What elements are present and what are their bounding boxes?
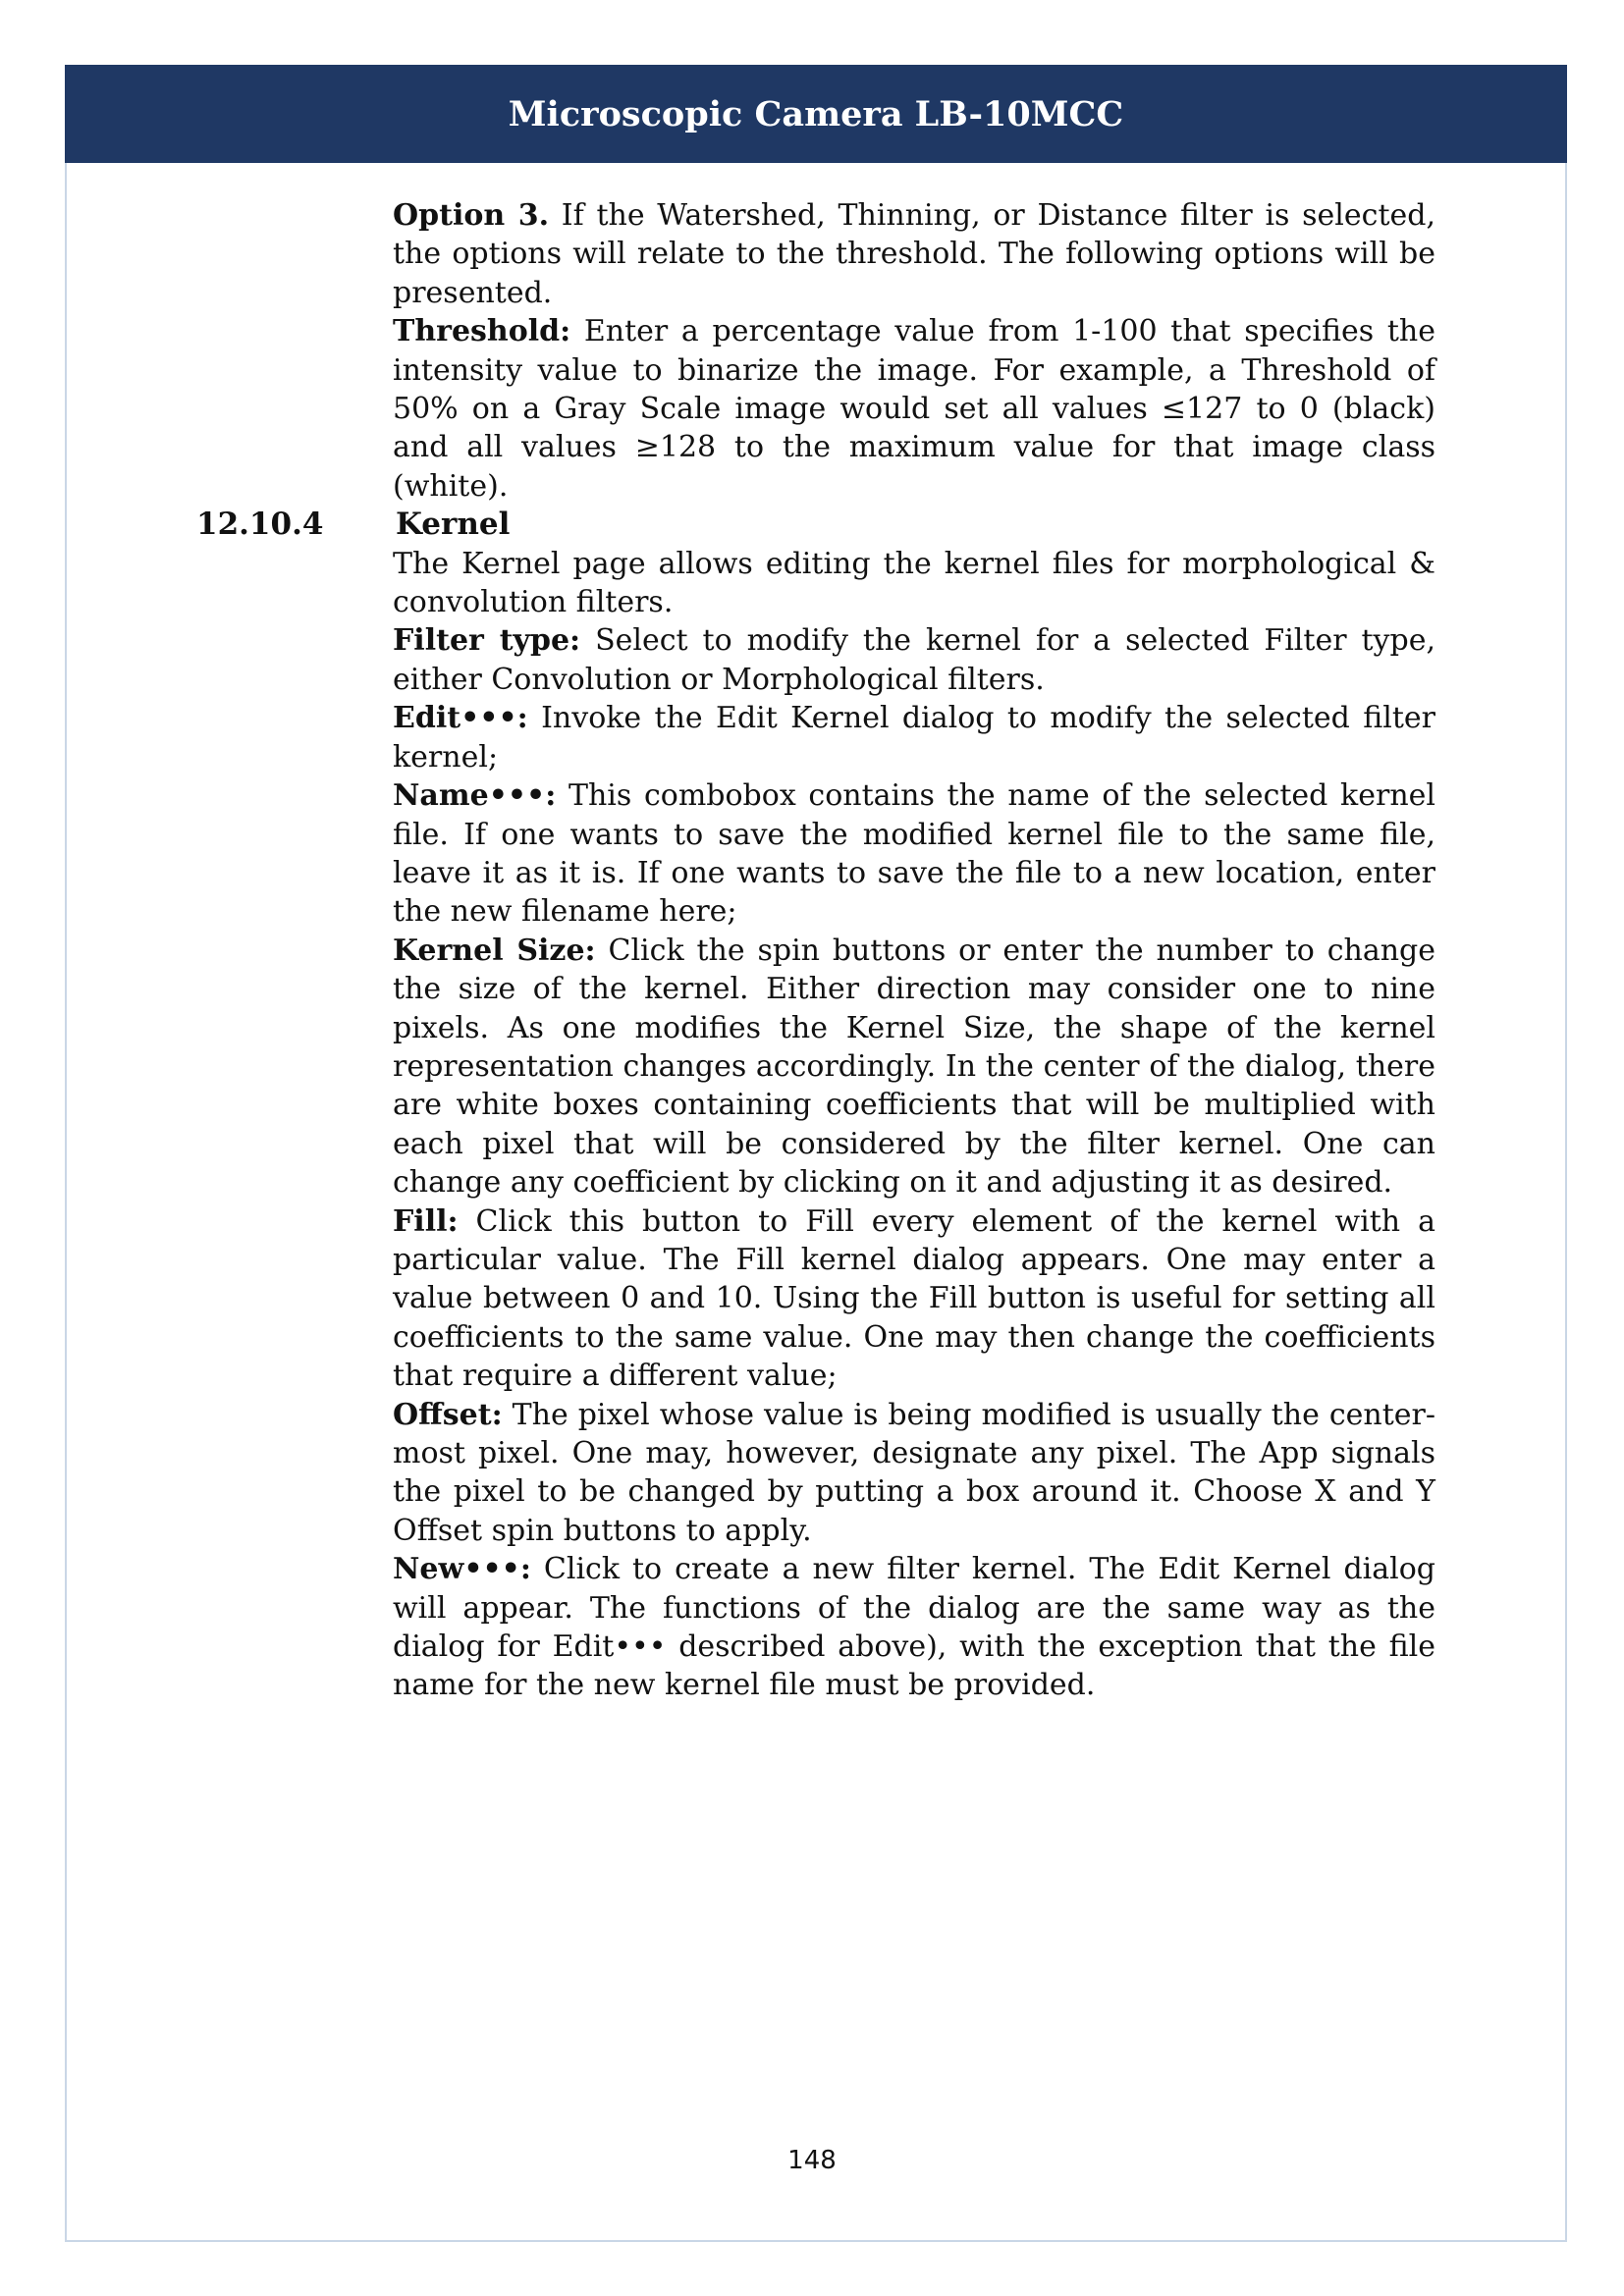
term-label: Threshold:	[393, 314, 571, 349]
document-header	[65, 65, 1567, 163]
term-label: Option 3.	[393, 198, 550, 233]
term-description: Click this button to Fill every element of the kernel with a particular value. The Fill kernel dialog appears. One may enter a value between 0 and 10. Using the Fill button is useful for setting all coefficients to the same value. One may then change the coefficients that require a different value;	[393, 1203, 1435, 1394]
paragraph-name	[393, 776, 1435, 932]
term-label: Kernel Size:	[393, 933, 596, 968]
document-title: Microscopic Camera LB-10MCC	[508, 93, 1124, 134]
paragraph-offset	[393, 1396, 1435, 1551]
term-description: The pixel whose value is being modified is usually the center-most pixel. One may, however, designate any pixel. The App signals the pixel to be changed by putting a box around it. Choose X and Y Offset spin buttons to apply.	[393, 1397, 1435, 1548]
term-label: Fill:	[393, 1203, 459, 1239]
term-label: Filter type:	[393, 623, 581, 659]
section-title: Kernel	[396, 507, 511, 543]
term-description: This combobox contains the name of the selected kernel file. If one wants to save the modified kernel file to the same file, leave it as it is. If one wants to save the file to a new location, enter the new filename here;	[393, 778, 1435, 930]
section-heading	[196, 506, 1435, 544]
term-description: Click the spin buttons or enter the number to change the size of the kernel. Either direction may consider one to nine pixels. As one modifies the Kernel Size, the shape of the kernel representation changes accordingly. In the center of the dialog, there are white boxes containing coefficients that will be multiplied with each pixel that will be considered by the filter kernel. One can change any coefficient by clicking on it and adjusting it as desired.	[393, 933, 1435, 1201]
term-description: Invoke the Edit Kernel dialog to modify the selected filter kernel;	[393, 701, 1435, 774]
term-label: New•••:	[393, 1552, 531, 1587]
term-label: Edit•••:	[393, 701, 528, 736]
term-description: If the Watershed, Thinning, or Distance filter is selected, the options will relate to the threshold. The following options will be presented.	[393, 198, 1435, 310]
section-number: 12.10.4	[196, 507, 324, 543]
paragraph-kernel-size	[393, 932, 1435, 1202]
term-description: Enter a percentage value from 1-100 that specifies the intensity value to binarize the image. For example, a Threshold of 50% on a Gray Scale image would set all values ≤127 to 0 (black) and all values ≥128 to the maximum value for that image class (white).	[393, 314, 1435, 504]
section-intro: The Kernel page allows editing the kernel files for morphological & convolution filters.	[393, 546, 1435, 620]
paragraph-new	[393, 1550, 1435, 1705]
paragraph-option-3	[393, 196, 1435, 312]
term-description: Click to create a new filter kernel. The Edit Kernel dialog will appear. The functions of the dialog are the same way as the dialog for Edit••• described above), with the exception that the file name for the new kernel file must be provided.	[393, 1552, 1435, 1703]
term-label: Offset:	[393, 1397, 503, 1432]
page-number: 148	[787, 2146, 837, 2175]
term-label: Name•••:	[393, 778, 557, 814]
paragraph-threshold	[393, 312, 1435, 506]
paragraph-fill	[393, 1202, 1435, 1396]
page-body	[196, 196, 1435, 1705]
term-description: Select to modify the kernel for a selected Filter type, either Convolution or Morphological filters.	[393, 623, 1435, 697]
paragraph-filter-type	[393, 621, 1435, 699]
paragraph-edit	[393, 699, 1435, 776]
